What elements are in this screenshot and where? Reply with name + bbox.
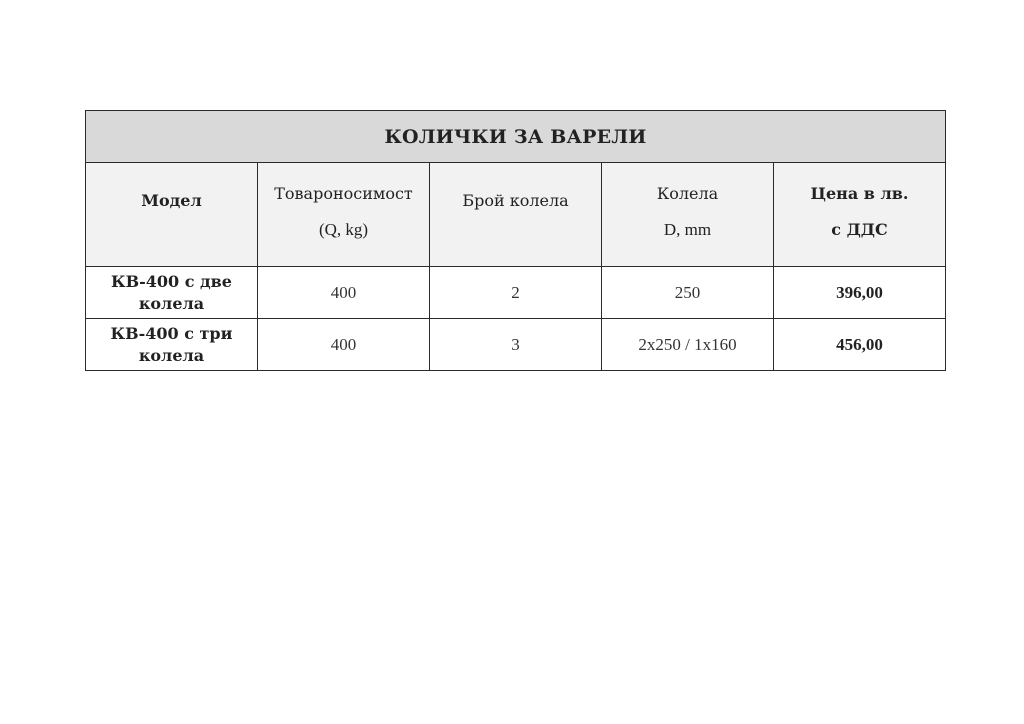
table-row (86, 267, 946, 319)
row-price: 396,00 (774, 267, 946, 319)
header-price-label: Цена в лв. (810, 184, 909, 203)
row-capacity: 400 (258, 267, 430, 319)
table-title-row (86, 111, 946, 163)
row-model: КВ-400 с три колела (86, 319, 258, 371)
table-row (86, 319, 946, 371)
row-wheel-count: 3 (430, 319, 602, 371)
header-wheels-label: Колела (656, 183, 719, 203)
header-model-label: Модел (141, 190, 202, 210)
header-wheels-unit: D, mm (663, 219, 712, 239)
header-capacity (258, 163, 430, 267)
row-wheels: 2x250 / 1x160 (602, 319, 774, 371)
table-header-row (86, 163, 946, 267)
header-wheel-count-label: Брой колела (462, 190, 569, 210)
header-price-note: с ДДС (831, 220, 888, 239)
header-model (86, 163, 258, 267)
header-capacity-unit: (Q, kg) (318, 219, 369, 239)
header-capacity-label: Товароносимост (274, 183, 413, 203)
price-table (85, 110, 946, 371)
row-wheels: 250 (602, 267, 774, 319)
row-capacity: 400 (258, 319, 430, 371)
header-wheels (602, 163, 774, 267)
header-wheel-count (430, 163, 602, 267)
row-wheel-count: 2 (430, 267, 602, 319)
table-title: КОЛИЧКИ ЗА ВАРЕЛИ (86, 111, 946, 163)
row-price: 456,00 (774, 319, 946, 371)
header-price (774, 163, 946, 267)
row-model: КВ-400 с две колела (86, 267, 258, 319)
